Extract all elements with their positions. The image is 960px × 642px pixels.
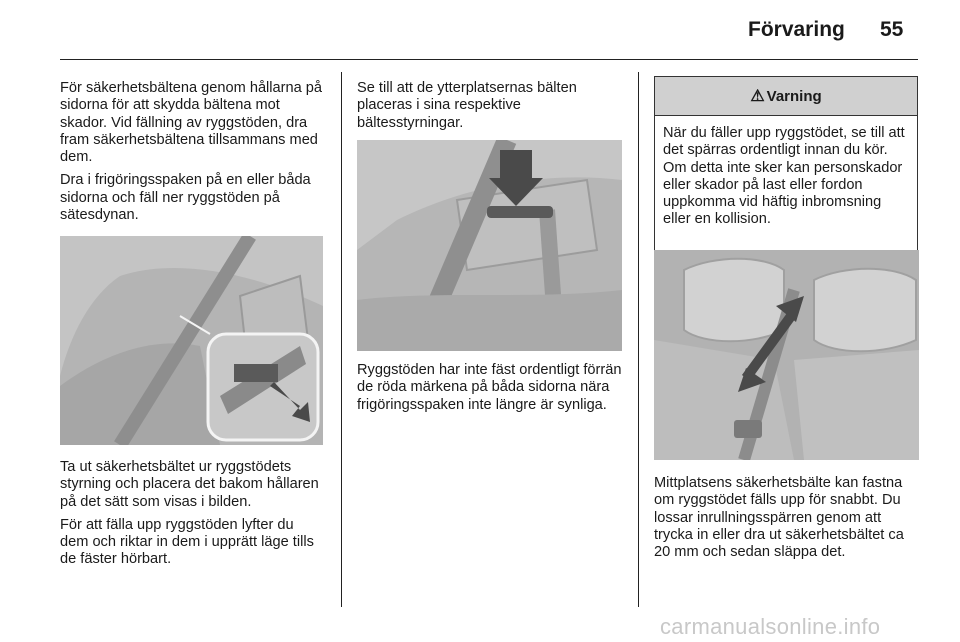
- column-2-top-text: [357, 80, 625, 138]
- column-1-bottom-text: [60, 459, 326, 575]
- page-header-title: Förvaring: [748, 18, 845, 41]
- column-3-bottom-text: [654, 475, 922, 567]
- paragraph: Dra i frigöringsspaken på en eller båda sidorna och fäll ner ryggstöden på sätesdynan.: [60, 172, 311, 224]
- watermark: carmanualsonline.info: [660, 614, 881, 639]
- paragraph: Ta ut säkerhetsbältet ur ryggstödets styrning och placera det bakom hållaren på det sätt som visas i bilden.: [60, 459, 319, 510]
- column-divider-right: [638, 72, 639, 607]
- warning-text: När du fäller upp ryggstödet, se till att det spärras ordentligt innan du kör. Om detta inte sker kan personskador eller skador på last eller fordon uppkomma vid häftig inbromsning eller en kollision.: [663, 125, 905, 228]
- figure-belt-guide: [357, 140, 622, 351]
- warning-box: [654, 76, 918, 266]
- warning-triangle-icon: ⚠: [750, 88, 765, 105]
- paragraph: Se till att de ytterplatsernas bälten placeras i sina respektive bältesstyrningar.: [357, 80, 577, 131]
- paragraph: För säkerhetsbältena genom hållarna på sidorna för att skydda bältena mot skador. Vid fällning av ryggstöden, dra fram säkerhetsbältena tillsammans med dem.: [60, 80, 323, 166]
- paragraph: Ryggstöden har inte fäst ordentligt förrän de röda märkena på båda sidorna nära frigöringsspaken inte längre är synliga.: [357, 362, 622, 413]
- paragraph: För att fälla upp ryggstöden lyfter du dem och riktar in dem i upprätt läge tills de fäster hörbart.: [60, 516, 314, 568]
- paragraph: Mittplatsens säkerhetsbälte kan fastna om ryggstödet fälls upp för snabbt. Du lossar inrullningsspärren genom att trycka in eller dra ut säkerhetsbältet ca 20 mm och sedan släppa det.: [654, 475, 904, 561]
- header-rule: [60, 59, 918, 60]
- warning-header: [655, 77, 917, 116]
- figure-belt-holder: [60, 236, 323, 445]
- column-1-top-text: [60, 80, 326, 230]
- column-2-bottom-text: [357, 362, 625, 420]
- warning-title: Varning: [766, 87, 822, 105]
- figure-center-belt: [654, 250, 919, 460]
- page-number: 55: [880, 18, 904, 41]
- column-divider-left: [341, 72, 342, 607]
